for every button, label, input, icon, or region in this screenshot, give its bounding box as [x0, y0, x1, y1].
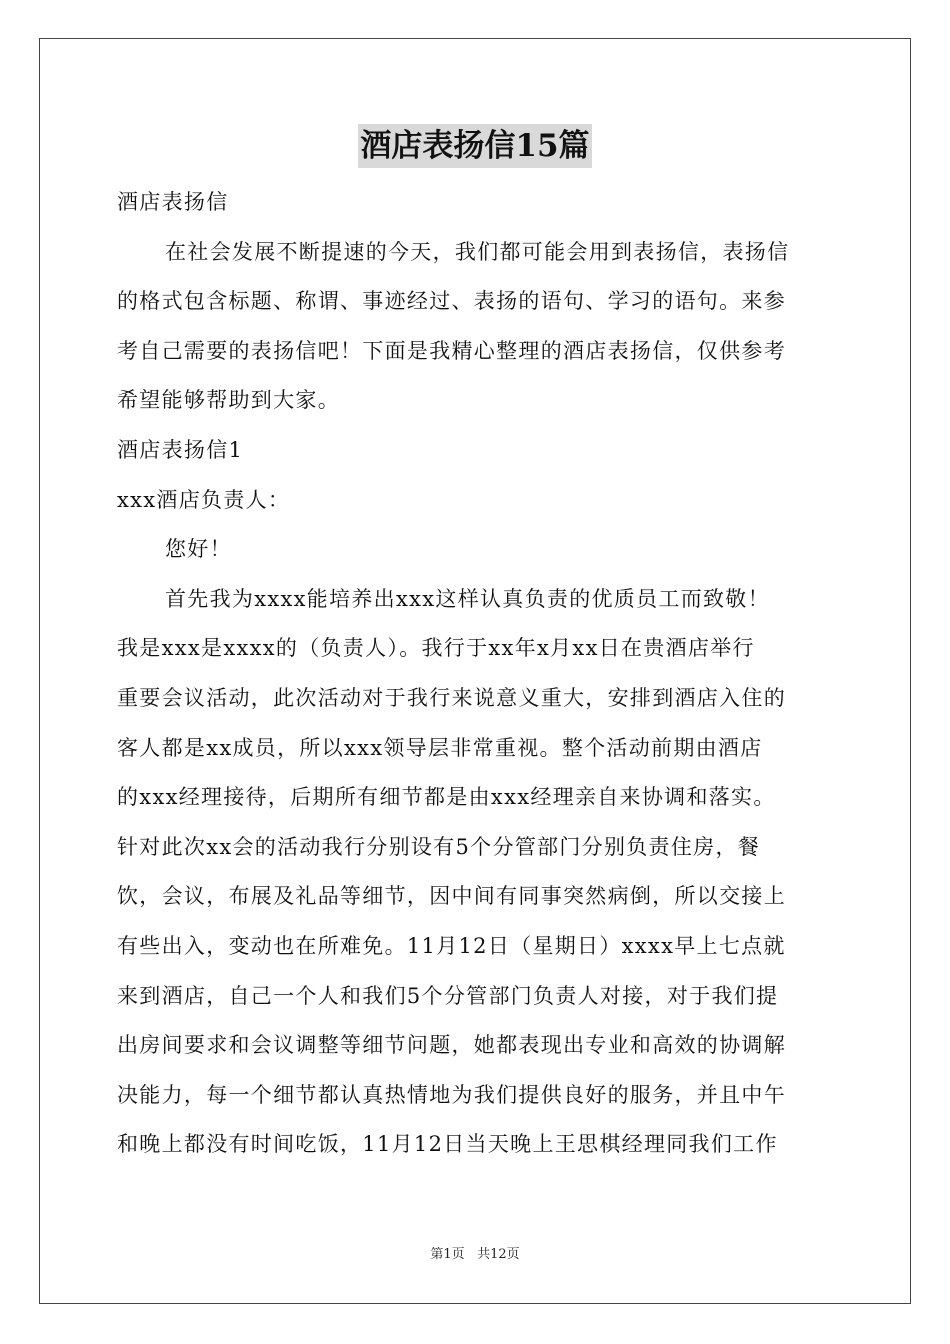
text-line: 我是xxx是xxxx的（负责人）。我行于xx年x月xx日在贵酒店举行 — [117, 636, 755, 661]
document-body — [117, 178, 833, 1170]
page-number: 第1页 — [430, 1247, 465, 1262]
text-line: 的xxx经理接待，后期所有细节都是由xxx经理亲自来协调和落实。 — [117, 785, 776, 810]
title-container — [0, 124, 950, 168]
text-line: 考自己需要的表扬信吧！下面是我精心整理的酒店表扬信，仅供参考 — [117, 338, 786, 363]
text-line: 客人都是xx成员，所以xxx领导层非常重视。整个活动前期由酒店 — [117, 735, 763, 760]
text-line: 饮，会议，布展及礼品等细节，因中间有同事突然病倒，所以交接上 — [117, 884, 786, 909]
text-line: 针对此次xx会的活动我行分别设有5个分管部门分别负责住房，餐 — [117, 834, 761, 859]
text-line: 您好！ — [165, 537, 232, 562]
text-line: 在社会发展不断提速的今天，我们都可能会用到表扬信，表扬信 — [165, 239, 790, 264]
total-pages: 共12页 — [477, 1247, 520, 1262]
text-line: 和晚上都没有时间吃饭，11月12日当天晚上王思棋经理同我们工作 — [117, 1132, 778, 1157]
text-line: 酒店表扬信1 — [117, 437, 244, 462]
text-line: 来到酒店，自己一个人和我们5个分管部门负责人对接，对于我们提 — [117, 983, 779, 1008]
text-line: 酒店表扬信 — [117, 190, 229, 214]
text-line: 出房间要求和会议调整等细节问题，她都表现出专业和高效的协调解 — [117, 1033, 786, 1058]
text-line: 决能力，每一个细节都认真热情地为我们提供良好的服务，并且中午 — [117, 1082, 786, 1107]
text-line: 希望能够帮助到大家。 — [117, 388, 340, 413]
page-footer — [0, 1245, 950, 1265]
document-title: 酒店表扬信15篇 — [358, 124, 591, 168]
text-line: 重要会议活动，此次活动对于我行来说意义重大，安排到酒店入住的 — [117, 685, 786, 710]
text-line: 有些出入，变动也在所难免。11月12日（星期日）xxxx早上七点就 — [117, 933, 786, 958]
text-line: xxx酒店负责人： — [117, 487, 291, 512]
text-line: 的格式包含标题、称谓、事迹经过、表扬的语句、学习的语句。来参 — [117, 289, 786, 314]
text-line: 首先我为xxxx能培养出xxx这样认真负责的优质员工而致敬！ — [165, 586, 770, 611]
